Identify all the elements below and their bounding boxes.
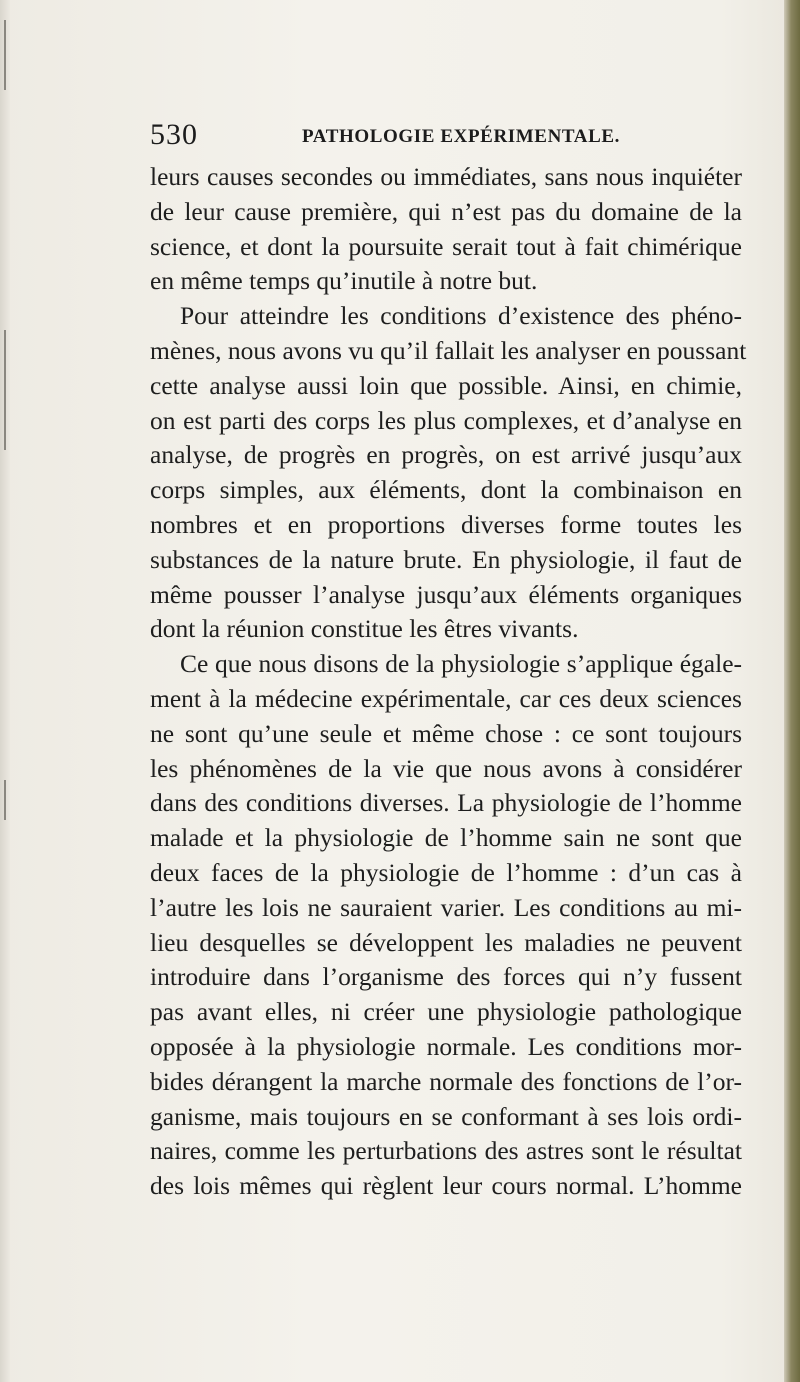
text-line: naires, comme les perturbations des astres sont le résultat [150,1136,742,1166]
text-line: dont la réunion constitue les êtres vivants. [150,614,579,644]
text-line: on est parti des corps les plus complexes, et d’analyse en [150,405,742,435]
text-line: ganisme, mais toujours en se conformant à ses lois ordi- [150,1101,742,1131]
running-title: PATHOLOGIE EXPÉRIMENTALE. [302,126,620,147]
text-line: Ce que nous disons de la physiologie s’applique égale- [180,649,742,679]
text-line: même pousser l’analyse jusqu’aux éléments organiques [150,579,742,609]
text-line: en même temps qu’inutile à notre but. [150,266,538,296]
text-line: Pour atteindre les conditions d’existence des phéno- [180,301,742,331]
text-line: lieu desquelles se développent les maladies ne peuvent [150,927,742,957]
text-line: ment à la médecine expérimentale, car ces deux sciences [150,683,742,713]
text-line: opposée à la physiologie normale. Les conditions mor- [150,1031,742,1061]
text-line: l’autre les lois ne sauraient varier. Les conditions au mi- [150,892,742,922]
gutter-mark [4,780,6,820]
text-line: corps simples, aux éléments, dont la combinaison en [150,475,742,505]
text-line: des lois mêmes qui règlent leur cours normal. L’homme [150,1171,742,1201]
text-line: mènes, nous avons vu qu’il fallait les analyser en poussant [150,335,747,365]
text-line: nombres et en proportions diverses forme toutes les [150,509,742,539]
text-line: leurs causes secondes ou immédiates, sans nous inquiéter [150,162,742,191]
gutter-mark [4,20,6,90]
text-line: bides dérangent la marche normale des fonctions de l’or- [150,1066,742,1096]
text-line: dans des conditions diverses. La physiologie de l’homme [150,788,742,818]
text-line: pas avant elles, ni créer une physiologie pathologique [150,997,742,1027]
body-text [150,160,747,1204]
page-gutter [0,0,10,1382]
page-header [150,118,750,154]
page-edge-shadow [784,0,800,1382]
text-line: malade et la physiologie de l’homme sain ne sont que [150,823,742,853]
text-line: les phénomènes de la vie que nous avons à considérer [150,753,742,783]
text-line: science, et dont la poursuite serait tout à fait chimérique [150,231,742,261]
text-line: deux faces de la physiologie de l’homme : d’un cas à [150,857,742,887]
text-line: ne sont qu’une seule et même chose : ce sont toujours [150,718,742,748]
text-line: de leur cause première, qui n’est pas du domaine de la [150,196,742,226]
text-line: introduire dans l’organisme des forces qui n’y fussent [150,962,742,992]
page-number: 530 [150,118,198,151]
gutter-mark [4,330,6,450]
text-line: cette analyse aussi loin que possible. Ainsi, en chimie, [150,370,742,400]
text-line: substances de la nature brute. En physiologie, il faut de [150,544,742,574]
text-line: analyse, de progrès en progrès, on est arrivé jusqu’aux [150,440,742,470]
